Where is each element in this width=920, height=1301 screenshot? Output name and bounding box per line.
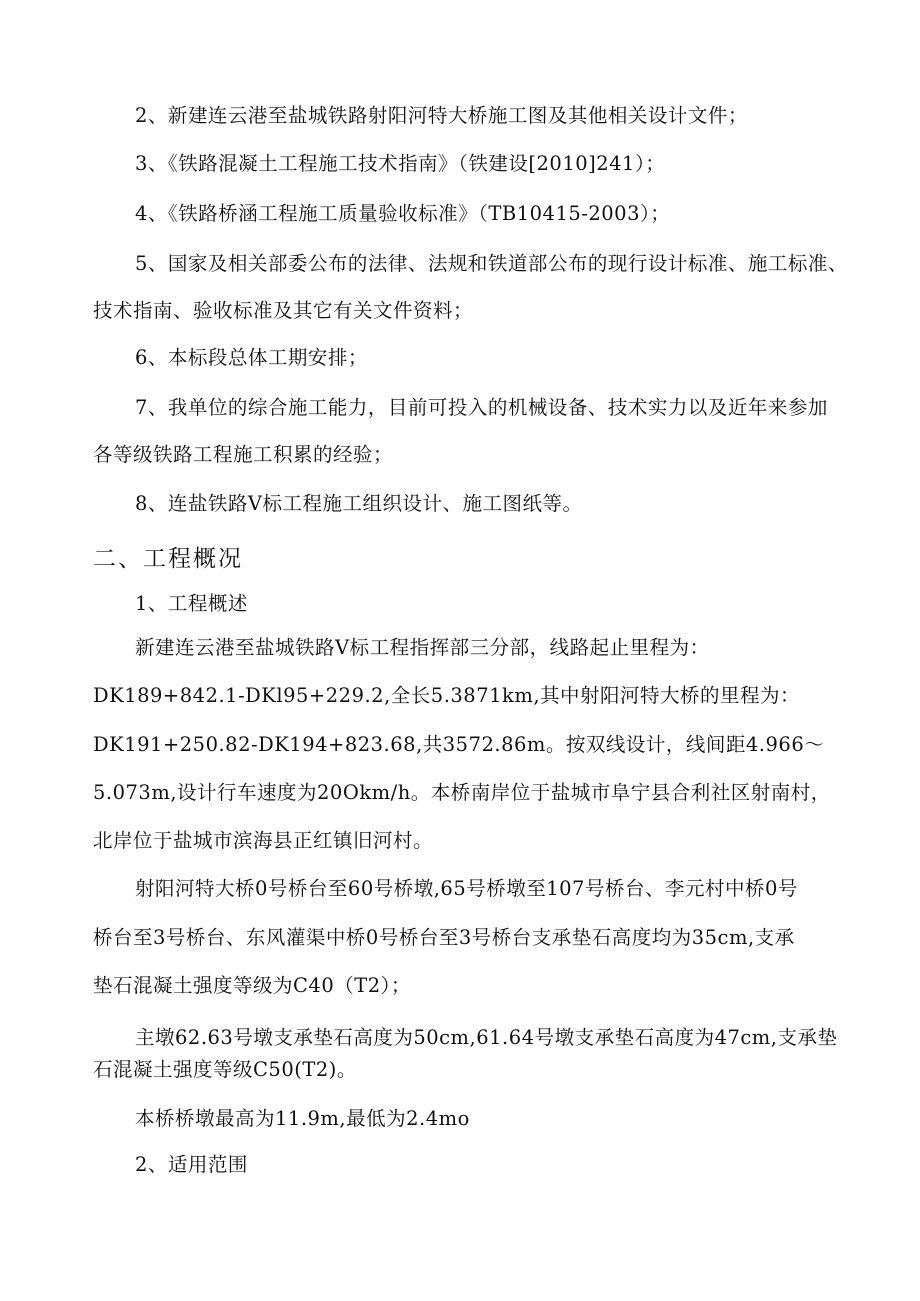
pier-height-paragraph: 本桥桥墩最高为11.9m,最低为2.4mo bbox=[135, 1107, 470, 1130]
reference-item-8: 8、连盐铁路Ⅴ标工程施工组织设计、施工图纸等。 bbox=[135, 492, 583, 515]
overview-paragraph-line1: 新建连云港至盐城铁路Ⅴ标工程指挥部三分部，线路起止里程为： bbox=[135, 636, 710, 659]
main-pier-paragraph-line1: 主墩62.63号墩支承垫石高度为50cm,61.64号墩支承垫石高度为47cm,支承垫 bbox=[135, 1026, 838, 1049]
reference-item-5-line2: 技术指南、验收标准及其它有关文件资料； bbox=[93, 299, 474, 322]
reference-item-7-line1: 7、我单位的综合施工能力，目前可投入的机械设备、技术实力以及近年来参加 bbox=[135, 396, 828, 419]
reference-item-6: 6、本标段总体工期安排； bbox=[135, 346, 368, 369]
reference-item-4: 4、《铁路桥涵工程施工质量验收标准》（TB10415-2003）； bbox=[135, 202, 671, 225]
overview-paragraph-line4: 5.073m,设计行车速度为20Okm/h。本桥南岸位于盐城市阜宁县合利社区射南村， bbox=[93, 781, 831, 804]
reference-item-2: 2、新建连云港至盐城铁路射阳河特大桥施工图及其他相关设计文件； bbox=[135, 104, 748, 127]
subsection-title-overview: 1、工程概述 bbox=[135, 592, 248, 615]
main-pier-paragraph-line2: 石混凝土强度等级C50(T2)。 bbox=[93, 1058, 357, 1081]
bearing-paragraph-line1: 射阳河特大桥0号桥台至60号桥墩,65号桥墩至107号桥台、李元村中桥0号 bbox=[135, 877, 798, 900]
overview-paragraph-line3: DK191+250.82-DK194+823.68,共3572.86m。按双线设计，线间距4.966～ bbox=[93, 733, 825, 756]
reference-item-7-line2: 各等级铁路工程施工积累的经验； bbox=[93, 443, 394, 466]
subsection-title-scope: 2、适用范围 bbox=[135, 1153, 248, 1176]
overview-paragraph-line5: 北岸位于盐城市滨海县正红镇旧河村。 bbox=[93, 829, 434, 852]
bearing-paragraph-line3: 垫石混凝土强度等级为C40（T2）； bbox=[93, 974, 411, 997]
overview-paragraph-line2: DK189+842.1-DKl95+229.2,全长5.3871km,其中射阳河特大桥的里程为： bbox=[93, 684, 801, 707]
reference-item-5-line1: 5、国家及相关部委公布的法律、法规和铁道部公布的现行设计标准、施工标准、 bbox=[135, 252, 848, 275]
reference-item-3: 3、《铁路混凝土工程施工技术指南》（铁建设[2010]241）； bbox=[135, 152, 666, 175]
section-heading-project-overview: 二、工程概况 bbox=[93, 546, 243, 572]
bearing-paragraph-line2: 桥台至3号桥台、东风灌渠中桥0号桥台至3号桥台支承垫石高度均为35cm,支承 bbox=[93, 926, 795, 949]
